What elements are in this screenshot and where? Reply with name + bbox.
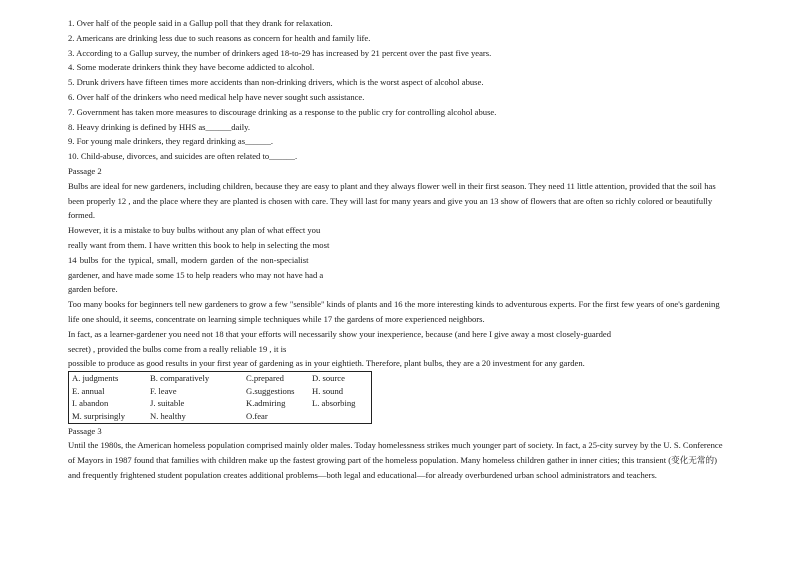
word-bank-row: [69, 410, 372, 423]
passage-2-paragraph-3: Too many books for beginners tell new gardeners to grow a few "sensible" kinds of plants and 16 the more interesting kinds to adventurous experts. For the first few years of one's gardening life one should, it seems, concentrate on learning simple techniques while 17 the gardens of more experienced neighbors.: [68, 299, 720, 324]
word-option: N. healthy: [150, 410, 186, 421]
word-option: O.fear: [246, 410, 268, 421]
question-1: 1. Over half of the people said in a Gallup poll that they drank for relaxation.: [68, 18, 333, 28]
passage-2-line: 14 bulbs for the typical, small, modern garden of the non-specialist: [68, 254, 309, 265]
passage-3-heading: Passage 3: [68, 425, 102, 436]
passage-2-paragraph-1: Bulbs are ideal for new gardeners, including children, because they are easy to plant and they always flower well in their first season. They need 11 little attention, provided that the soil has been properly 12 , and the place where they are planted is chosen with care. They will last for many years and give you an 13 show of flowers that are often so richly colored or beautifully formed.: [68, 180, 716, 221]
word-option: J. suitable: [150, 398, 185, 409]
passage-2-line: In fact, as a learner-gardener you need not 18 that your efforts will necessarily show your inexperience, because (and here I give away a most closely-guarded: [68, 328, 612, 339]
word-option: E. annual: [72, 385, 105, 396]
word-option: C.prepared: [246, 373, 284, 384]
word-option: D. source: [312, 373, 345, 384]
word-option: K.admiring: [246, 398, 286, 409]
word-option: L. absorbing: [312, 398, 356, 409]
question-4: 4. Some moderate drinkers think they have become addicted to alcohol.: [68, 62, 315, 73]
word-option: B. comparatively: [150, 373, 210, 384]
word-bank-row: [69, 372, 372, 385]
question-9: 9. For young male drinkers, they regard drinking as______.: [68, 136, 274, 147]
word-option: A. judgments: [72, 373, 119, 384]
question-6: 6. Over half of the drinkers who need medical help have never sought such assistance.: [68, 91, 365, 102]
word-option: [309, 410, 372, 423]
passage-2-line: garden before.: [68, 284, 118, 295]
word-bank-table: [68, 371, 372, 423]
question-8: 8. Heavy drinking is defined by HHS as______daily.: [68, 121, 251, 132]
word-option: I. abandon: [72, 398, 109, 409]
word-option: H. sound: [312, 385, 344, 396]
passage-2-line: However, it is a mistake to buy bulbs without any plan of what effect you: [68, 225, 321, 236]
question-2: 2. Americans are drinking less due to such reasons as concern for health and family life.: [68, 32, 371, 43]
word-bank-row: [69, 397, 372, 410]
question-10: 10. Child-abuse, divorces, and suicides are often related to______.: [68, 151, 298, 162]
passage-2-line: really want from them. I have written this book to help in selecting the most: [68, 239, 330, 250]
passage-2-line: possible to produce as good results in your first year of gardening as in your eightieth. Therefore, plant bulbs, they are a 20 investment for any garden.: [68, 358, 585, 369]
question-3: 3. According to a Gallup survey, the number of drinkers aged 18-to-29 has increased by 21 percent over the past five years.: [68, 47, 492, 58]
question-5: 5. Drunk drivers have fifteen times more accidents than non-drinking drivers, which is the worst aspect of alcohol abuse.: [68, 77, 484, 88]
word-option: G.suggestions: [246, 385, 295, 396]
word-bank-row: [69, 385, 372, 398]
passage-2-line: gardener, and have made some 15 to help readers who may not have had a: [68, 269, 324, 280]
word-option: F. leave: [150, 385, 177, 396]
word-option: M. surprisingly: [72, 410, 125, 421]
passage-2-heading: Passage 2: [68, 165, 102, 176]
passage-3-paragraph: Until the 1980s, the American homeless population comprised mainly older males. Today homelessness strikes much younger part of society. In fact, a 25-city survey by the U. S. Conference of Mayors in 1987 found that families with children make up the fastest growing part of the homeless population. Many homeless children gather in inner cities; this transient (变化无常的) and frequently frightened student population creates additional problems—both legal and educational—for already overburdened urban school administrators and teachers.: [68, 440, 723, 480]
question-7: 7. Government has taken more measures to discourage drinking as a response to the public cry for controlling alcohol abuse.: [68, 106, 497, 117]
passage-2-line: secret) , provided the bulbs come from a really reliable 19 , it is: [68, 343, 287, 354]
document-page: [68, 16, 730, 483]
